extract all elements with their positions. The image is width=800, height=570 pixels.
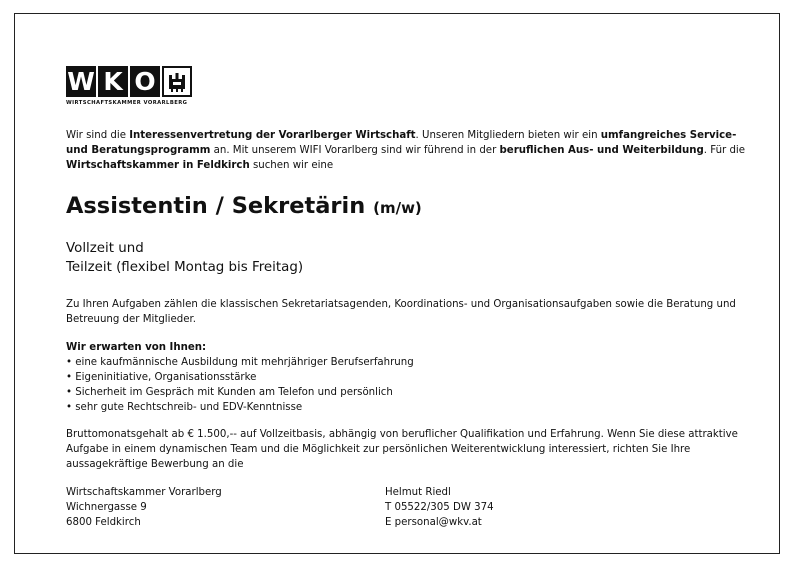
duties-paragraph: Zu Ihren Aufgaben zählen die klassischen Sekretariatsagenden, Koordinations- und Organisationsaufgaben sowie die Beratung und Betreuung der Mitglieder. <box>66 299 736 325</box>
intro-paragraph <box>66 128 746 173</box>
requirements-section <box>66 340 746 415</box>
list-item: • Eigeninitiative, Organisationsstärke <box>66 370 746 385</box>
list-item: • eine kaufmännische Ausbildung mit mehrjähriger Berufserfahrung <box>66 355 746 370</box>
address-block <box>66 485 316 530</box>
contact-block <box>385 485 494 530</box>
salary-paragraph: Bruttomonatsgehalt ab € 1.500,-- auf Vollzeitbasis, abhängig von beruflicher Qualifikation und Erfahrung. Wenn Sie diese attraktive Aufgabe in einem dynamischen Team und die Möglichkeit zur persönlichen Weiterentwicklung interessiert, richten Sie Ihre aussagekräftige Bewerbung an die <box>66 429 738 470</box>
logo-letter-k: K <box>98 66 128 97</box>
contact-phone: T 05522/305 DW 374 <box>385 502 494 513</box>
intro-emphasis: beruflichen Aus- und Weiterbildung <box>499 145 704 156</box>
job-hours <box>66 239 303 277</box>
address-org: Wirtschaftskammer Vorarlberg <box>66 487 222 498</box>
logo-letter-w: W <box>67 67 95 96</box>
intro-text: . Für die <box>703 145 746 156</box>
logo-letter-o: O <box>130 66 160 97</box>
intro-text: suchen wir eine <box>249 160 334 171</box>
logo-subtitle: WIRTSCHAFTSKAMMER VORARLBERG <box>66 100 188 106</box>
coat-of-arms-icon <box>162 66 192 97</box>
intro-text: . Unseren Mitgliedern bieten wir ein <box>415 130 601 141</box>
contact-email[interactable]: E personal@wkv.at <box>385 517 482 528</box>
intro-text: Wir sind die <box>66 130 130 141</box>
list-item: • Sicherheit im Gespräch mit Kunden am Telefon und persönlich <box>66 385 746 400</box>
requirements-list <box>66 355 746 415</box>
intro-emphasis: Wirtschaftskammer in Feldkirch <box>66 160 250 171</box>
job-hours-line2: Teilzeit (flexibel Montag bis Freitag) <box>66 260 304 275</box>
job-title-text: Assistentin / Sekretärin <box>66 193 366 219</box>
requirements-heading: Wir erwarten von Ihnen: <box>66 342 207 353</box>
job-title-suffix: (m/w) <box>373 199 422 217</box>
job-hours-line1: Vollzeit und <box>66 241 144 256</box>
intro-emphasis: umfangreiches Service- und Beratungsprogramm <box>66 130 737 156</box>
job-title <box>66 193 422 219</box>
intro-emphasis: Interessenvertretung der Vorarlberger Wirtschaft <box>129 130 416 141</box>
address-city: 6800 Feldkirch <box>66 517 141 528</box>
address-street: Wichnergasse 9 <box>66 502 147 513</box>
wko-logo <box>66 66 206 110</box>
list-item: • sehr gute Rechtschreib- und EDV-Kenntnisse <box>66 400 746 415</box>
contact-name: Helmut Riedl <box>385 487 451 498</box>
intro-text: an. Mit unserem WIFI Vorarlberg sind wir führend in der <box>210 145 500 156</box>
